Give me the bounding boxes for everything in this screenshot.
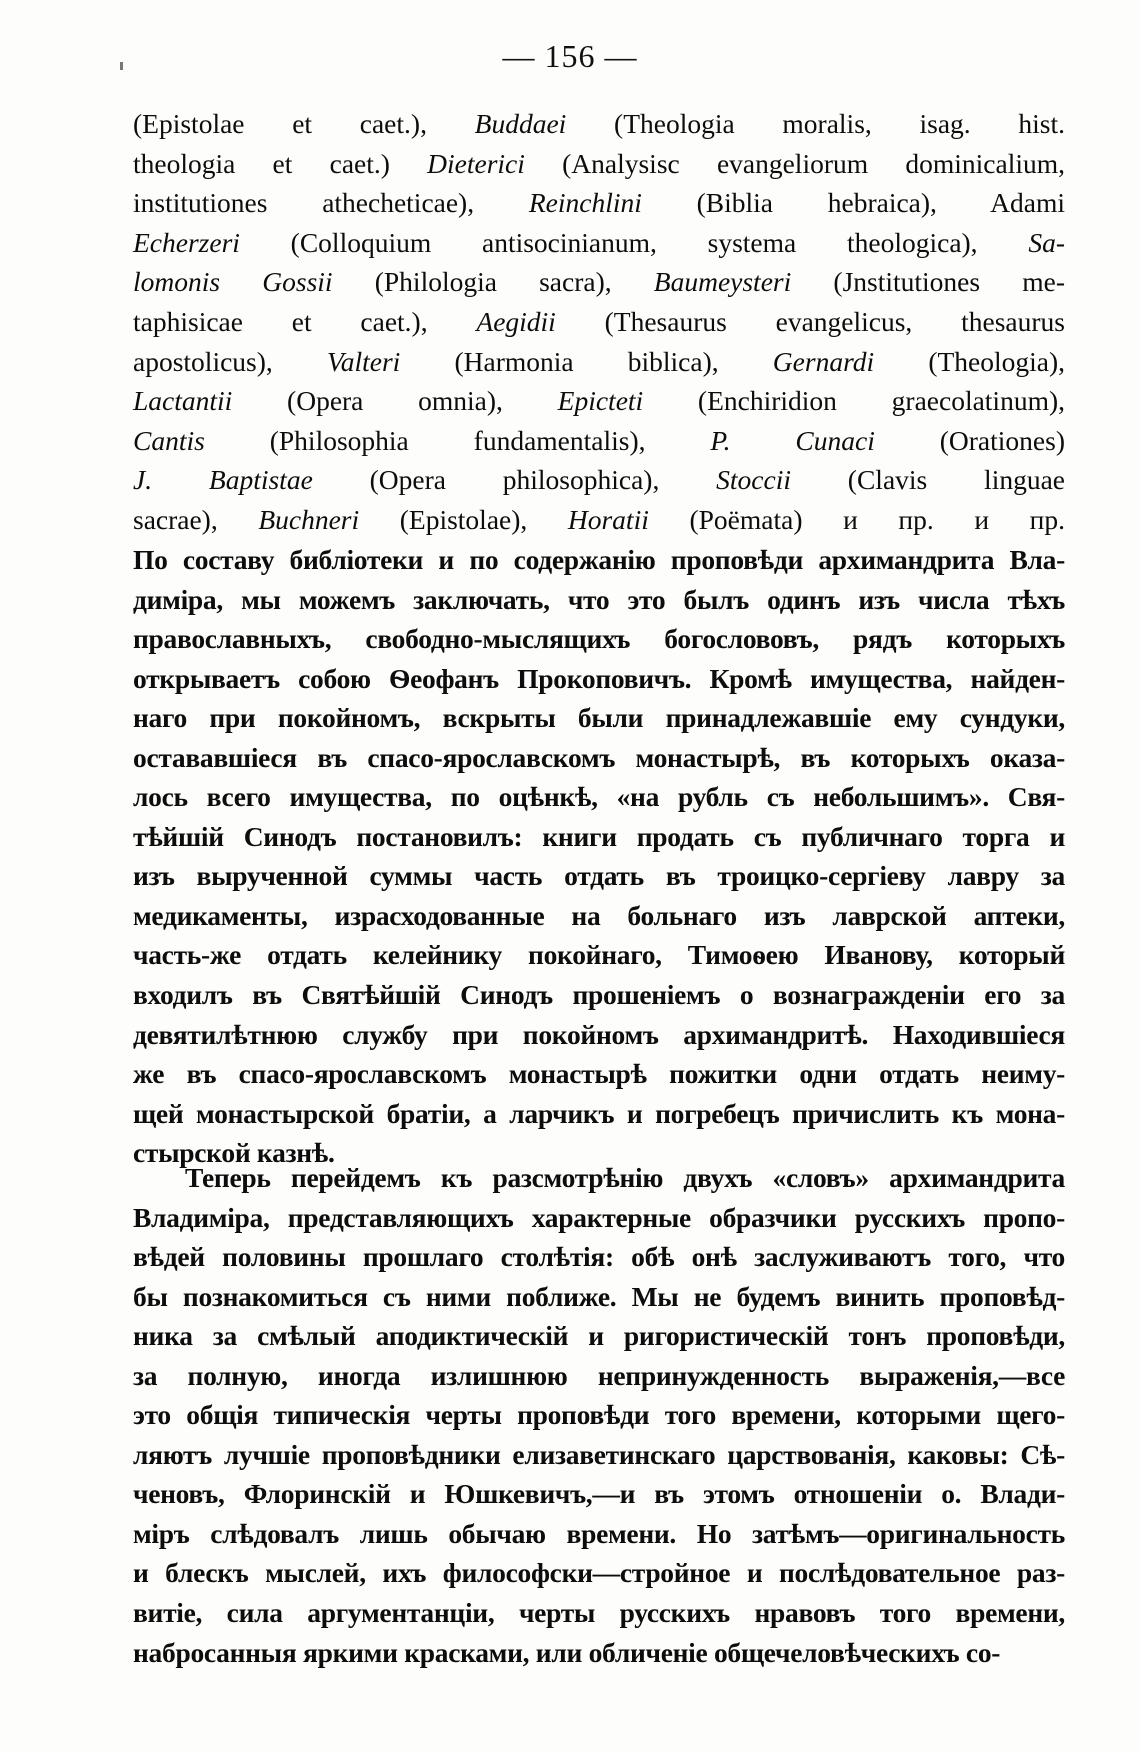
text-fragment: (Poëmata) и пр. и пр. [648, 503, 1066, 535]
text-line [133, 104, 1065, 144]
text-fragment: (Epistolae et caet.), [133, 108, 475, 139]
text-line [133, 421, 1065, 461]
text-line: девятилѣтнюю службу при покойномъ архимандритѣ. Находившіеся [133, 1018, 1065, 1050]
text-line [133, 342, 1065, 382]
text-fragment: (Enchiridion graecolatinum), [643, 385, 1065, 417]
author-name: Valteri [326, 345, 401, 377]
text-line [133, 460, 1065, 500]
text-fragment: (Philosophia fundamentalis), [204, 424, 711, 456]
text-line: это общія типическія черты проповѣди того времени, которыми щего- [133, 1399, 1065, 1431]
text-line [133, 223, 1065, 263]
text-line: же въ спасо-ярославскомъ монастырѣ пожитки одни отдать неиму- [133, 1058, 1065, 1090]
text-line [133, 302, 1065, 342]
text-fragment: (Harmonia biblica), [400, 345, 773, 377]
text-fragment: (Philologia sacra), [332, 266, 654, 298]
author-name: J. Baptistae [133, 464, 313, 496]
author-name: P. Cunaci [710, 424, 875, 456]
text-fragment: (Thesaurus evangelicus, thesaurus [555, 305, 1065, 337]
page-number: — 156 — [502, 38, 638, 74]
author-name: Sa- [1028, 226, 1065, 258]
text-line [133, 262, 1065, 302]
text-line [133, 144, 1065, 184]
text-fragment: institutiones athecheticae), [133, 187, 529, 219]
paragraph-sermons-analysis [133, 1158, 1065, 1672]
text-line: за полную, иногда излишнюю непринужденность выраженія,—все [133, 1359, 1065, 1391]
author-name: Horatii [567, 503, 649, 535]
text-fragment: (Epistolae), [359, 503, 568, 535]
text-line: тѣйшій Синодъ постановилъ: книги продать съ публичнаго торга и [133, 820, 1065, 852]
text-line: стырской казнѣ. [133, 1137, 335, 1169]
text-fragment: apostolicus), [133, 345, 327, 377]
text-line [133, 381, 1065, 421]
text-line: Теперь перейдемъ къ разсмотрѣнію двухъ «словъ» архимандрита [185, 1162, 1065, 1193]
text-line: входилъ въ Святѣйшій Синодъ прошеніемъ о вознагражденіи его за [133, 979, 1065, 1011]
author-name: Lactantii [133, 385, 233, 417]
author-name: Buchneri [258, 503, 360, 535]
text-fragment: theologia et caet.) [133, 147, 428, 179]
text-line: вѣдей половины прошлаго столѣтія: обѣ онѣ заслуживаютъ того, что [133, 1241, 1065, 1273]
text-fragment: (Theologia), [874, 345, 1065, 377]
text-line: остававшіеся въ спасо-ярославскомъ монастырѣ, въ которыхъ оказа- [133, 741, 1065, 773]
author-name: Echerzeri [133, 226, 240, 258]
text-line: щей монастырской братіи, а ларчикъ и погребецъ причислить къ мона- [133, 1097, 1065, 1129]
text-line: По составу библіотеки и по содержанію проповѣди архимандрита Вла- [133, 544, 1065, 575]
text-fragment: (Colloquium antisocinianum, systema theologica), [239, 226, 1029, 258]
paragraph-library-and-estate [133, 540, 1065, 1173]
text-fragment: (Biblia hebraica), Adami [641, 187, 1065, 219]
author-name: Gernardi [772, 345, 875, 377]
latin-book-list [133, 104, 1065, 540]
text-line: ченовъ, Флоринскій и Юшкевичъ,—и въ этомъ отношеніи о. Влади- [133, 1478, 1065, 1510]
text-fragment: (Opera philosophica), [312, 464, 717, 496]
text-line: и блескъ мыслей, ихъ философски—стройное и послѣдовательное раз- [133, 1557, 1065, 1589]
text-fragment: (Clavis linguae [790, 464, 1065, 496]
text-line [133, 183, 1065, 223]
text-fragment: sacrae), [133, 503, 259, 535]
text-line: витіе, сила аргументанціи, черты русскихъ нравовъ того времени, [133, 1597, 1065, 1629]
text-line [133, 500, 1065, 540]
text-line: ника за смѣлый аподиктическій и ригористическій тонъ проповѣди, [133, 1320, 1065, 1352]
text-line: открываетъ собою Ѳеофанъ Прокоповичъ. Кромѣ имущества, найден- [133, 662, 1065, 694]
text-line: ляютъ лучшіе проповѣдники елизаветинскаго царствованія, каковы: Сѣ- [133, 1438, 1065, 1470]
text-line: медикаменты, израсходованные на больнаго изъ лаврской аптеки, [133, 899, 1065, 931]
text-line: Владиміра, представляющихъ характерные образчики русскихъ пропо- [133, 1201, 1065, 1233]
text-line: лось всего имущества, по оцѣнкѣ, «на рубль съ небольшимъ». Свя- [133, 781, 1065, 813]
text-line: набросанныя яркими красками, или обличеніе общечеловѣческихъ со- [133, 1636, 1001, 1668]
text-fragment: (Orationes) [874, 424, 1065, 456]
text-line: бы познакомиться съ ними поближе. Мы не будемъ винить проповѣд- [133, 1280, 1065, 1312]
text-line: наго при покойномъ, вскрыты были принадлежавшіе ему сундуки, [133, 702, 1065, 734]
text-fragment: (Analysisc evangeliorum dominicalium, [524, 147, 1065, 179]
author-name: Cantis [133, 424, 205, 456]
text-fragment: taphisicae et caet.), [133, 305, 477, 337]
text-line: изъ вырученной суммы часть отдать въ троицко-сергіеву лавру за [133, 860, 1065, 892]
text-fragment: (Theologia moralis, isag. hist. [566, 108, 1065, 139]
author-name: Buddaei [474, 108, 567, 139]
text-fragment: (Jnstitutiones me- [791, 266, 1065, 298]
text-line: диміра, мы можемъ заключать, что это былъ одинъ изъ числа тѣхъ [133, 583, 1065, 615]
author-name: Dieterici [427, 147, 525, 179]
author-name: Aegidii [476, 305, 556, 337]
text-fragment: (Opera omnia), [232, 385, 558, 417]
author-name: Baumeysteri [653, 266, 792, 298]
author-name: Epicteti [557, 385, 644, 417]
author-name: lomonis Gossii [133, 266, 333, 298]
author-name: Stoccii [716, 464, 791, 496]
text-line: православныхъ, свободно-мыслящихъ богослововъ, рядъ которыхъ [133, 623, 1065, 655]
text-line: міръ слѣдовалъ лишь обычаю времени. Но затѣмъ—оригинальность [133, 1517, 1065, 1549]
text-line: часть-же отдать келейнику покойнаго, Тимоѳею Иванову, который [133, 939, 1065, 971]
author-name: Reinchlini [528, 187, 642, 219]
